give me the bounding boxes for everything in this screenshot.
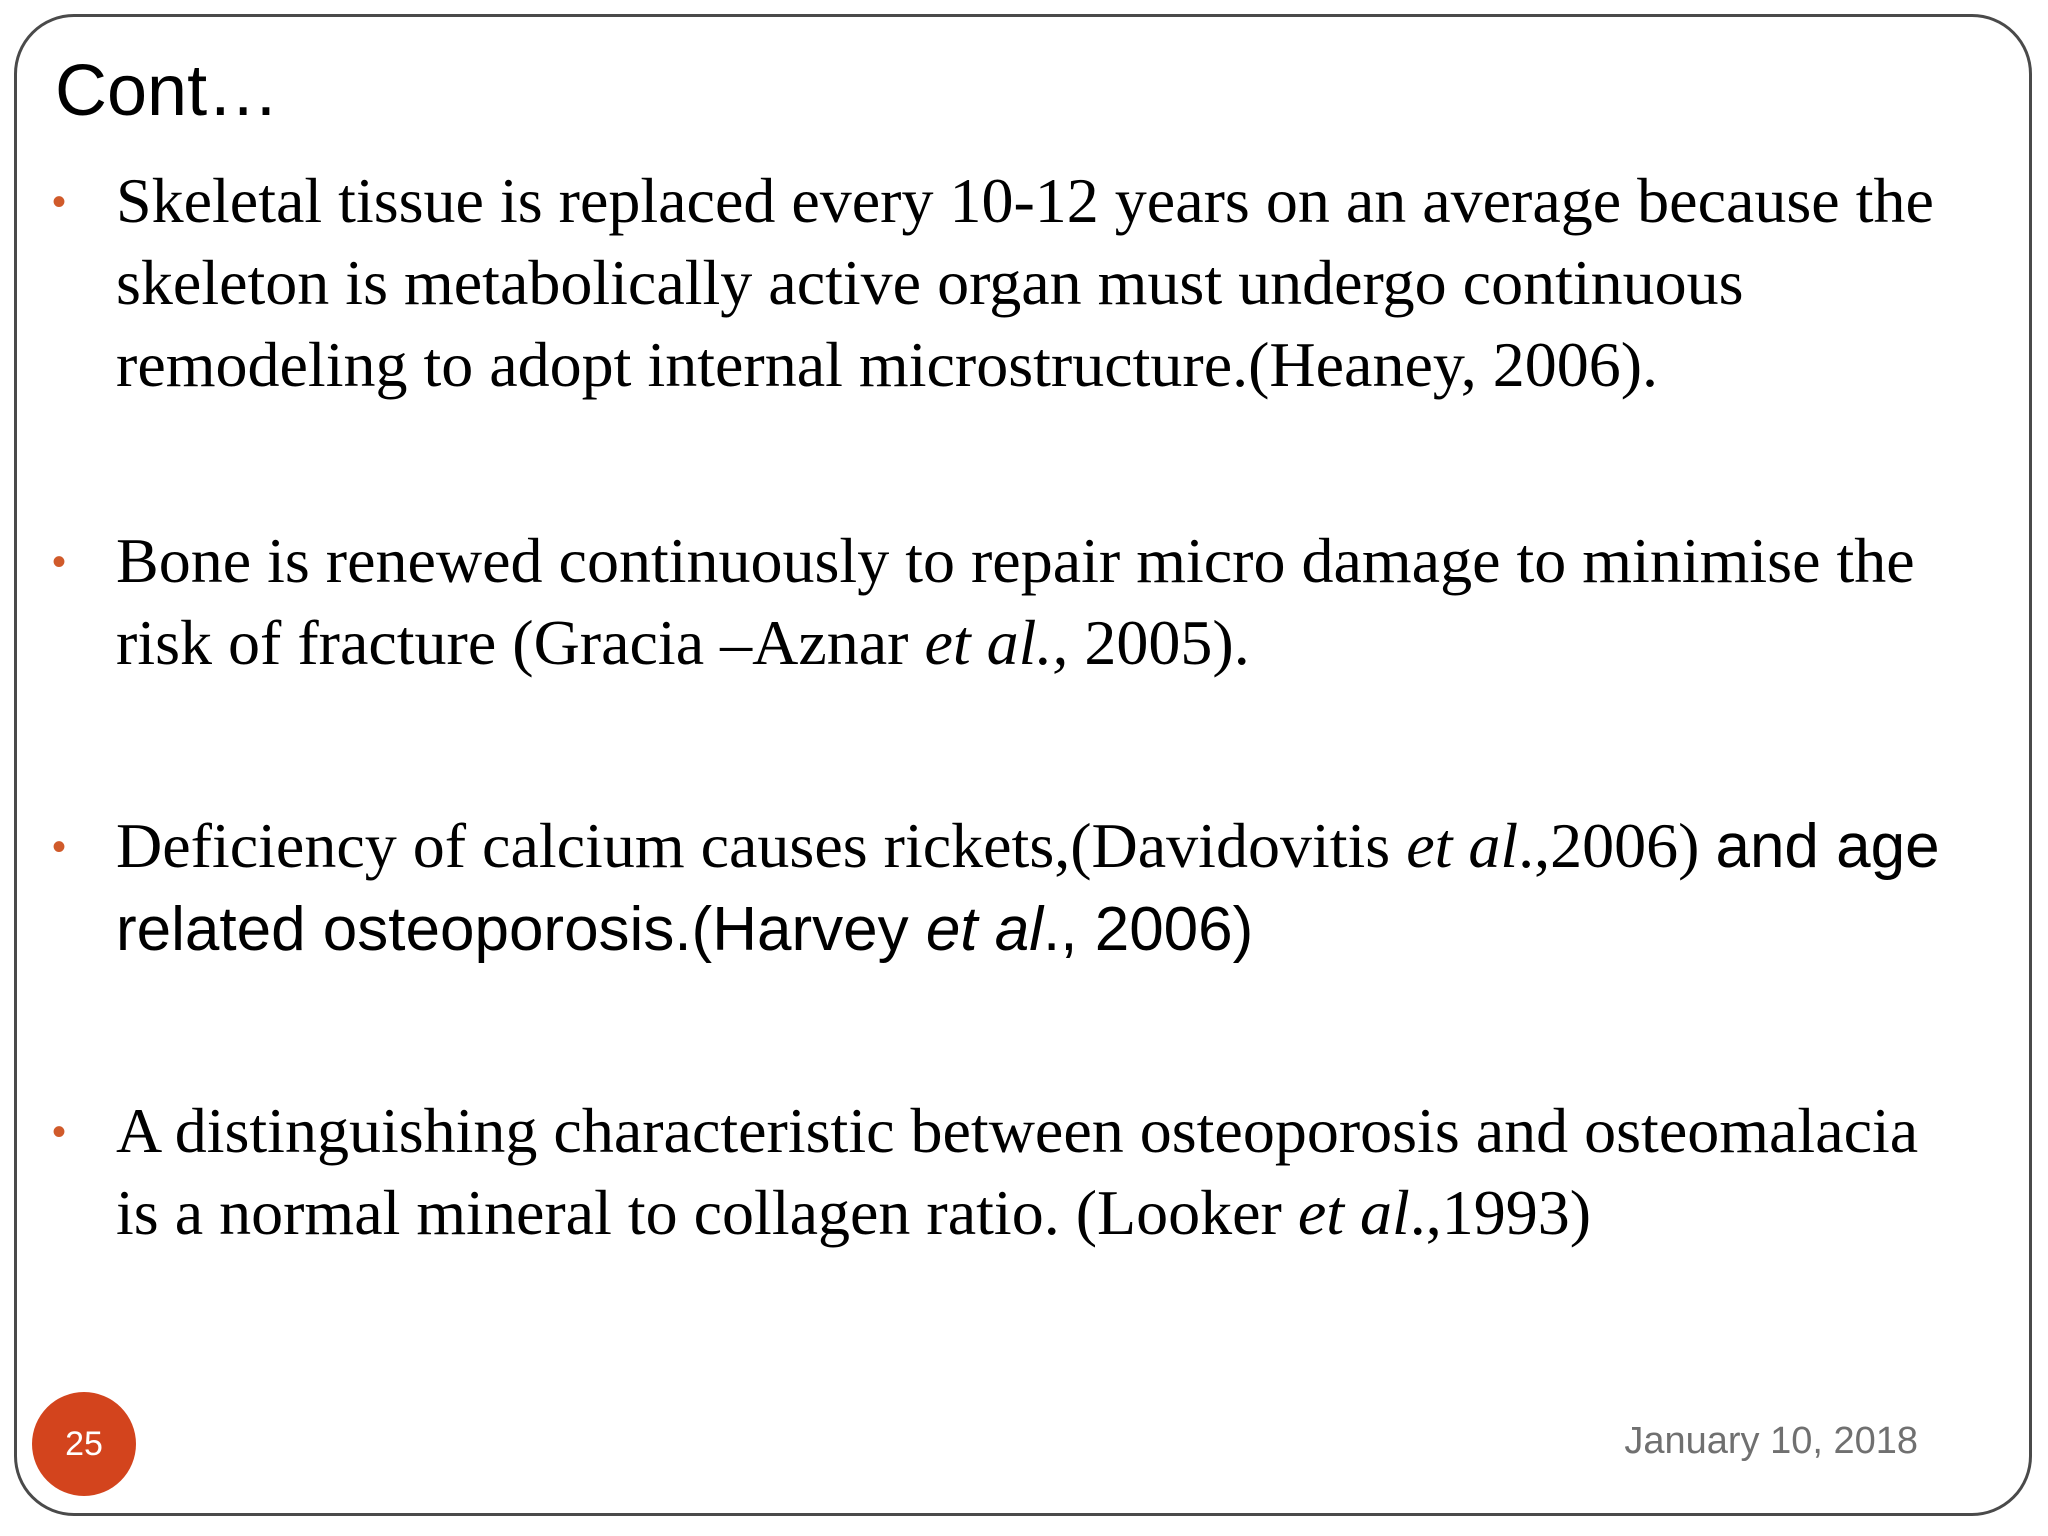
bullet-text-segment: Deficiency of calcium causes rickets,(Davidovitis [116, 810, 1407, 881]
bullet-text-segment-sans: ., 2006) [1043, 895, 1254, 964]
bullet-marker-icon: • [52, 180, 67, 224]
bullet-marker-icon: • [52, 825, 67, 869]
bullet-text-segment: A distinguishing characteristic between osteoporosis and osteomalacia is a normal mineral to collagen ratio. (Looker [116, 1095, 1919, 1248]
bullet-text-segment: Skeletal tissue is replaced every 10-12 years on an average because the skeleton is metabolically active organ must undergo continuous remodeling to adopt internal microstructure.(Heaney, 2006). [116, 165, 1934, 400]
bullet-text [116, 805, 1976, 971]
citation-italic: et al [1406, 810, 1519, 881]
bullet-text-segment: .,1993) [1409, 1177, 1592, 1248]
bullet-text [116, 1090, 1976, 1254]
bullet-text-segment: 2005). [1068, 607, 1250, 678]
bullet-text-segment: .,2006) [1518, 810, 1716, 881]
bullet-text [116, 160, 1976, 406]
bullet-text-segment-sans: and age related osteoporosis.(Harvey [116, 812, 1940, 964]
slide-title: Cont… [55, 51, 280, 131]
bullet-marker-icon: • [52, 1110, 67, 1154]
slide-date: January 10, 2018 [1624, 1420, 1918, 1462]
slide-number-badge: 25 [32, 1392, 136, 1496]
citation-italic-sans: et al [925, 895, 1044, 964]
citation-italic: et al., [924, 607, 1069, 678]
citation-italic: et al [1297, 1177, 1410, 1248]
bullet-marker-icon: • [52, 540, 67, 584]
bullet-text [116, 520, 1976, 684]
bullet-text-segment: Bone is renewed continuously to repair micro damage to minimise the risk of fracture (Gracia –Aznar [116, 525, 1915, 678]
